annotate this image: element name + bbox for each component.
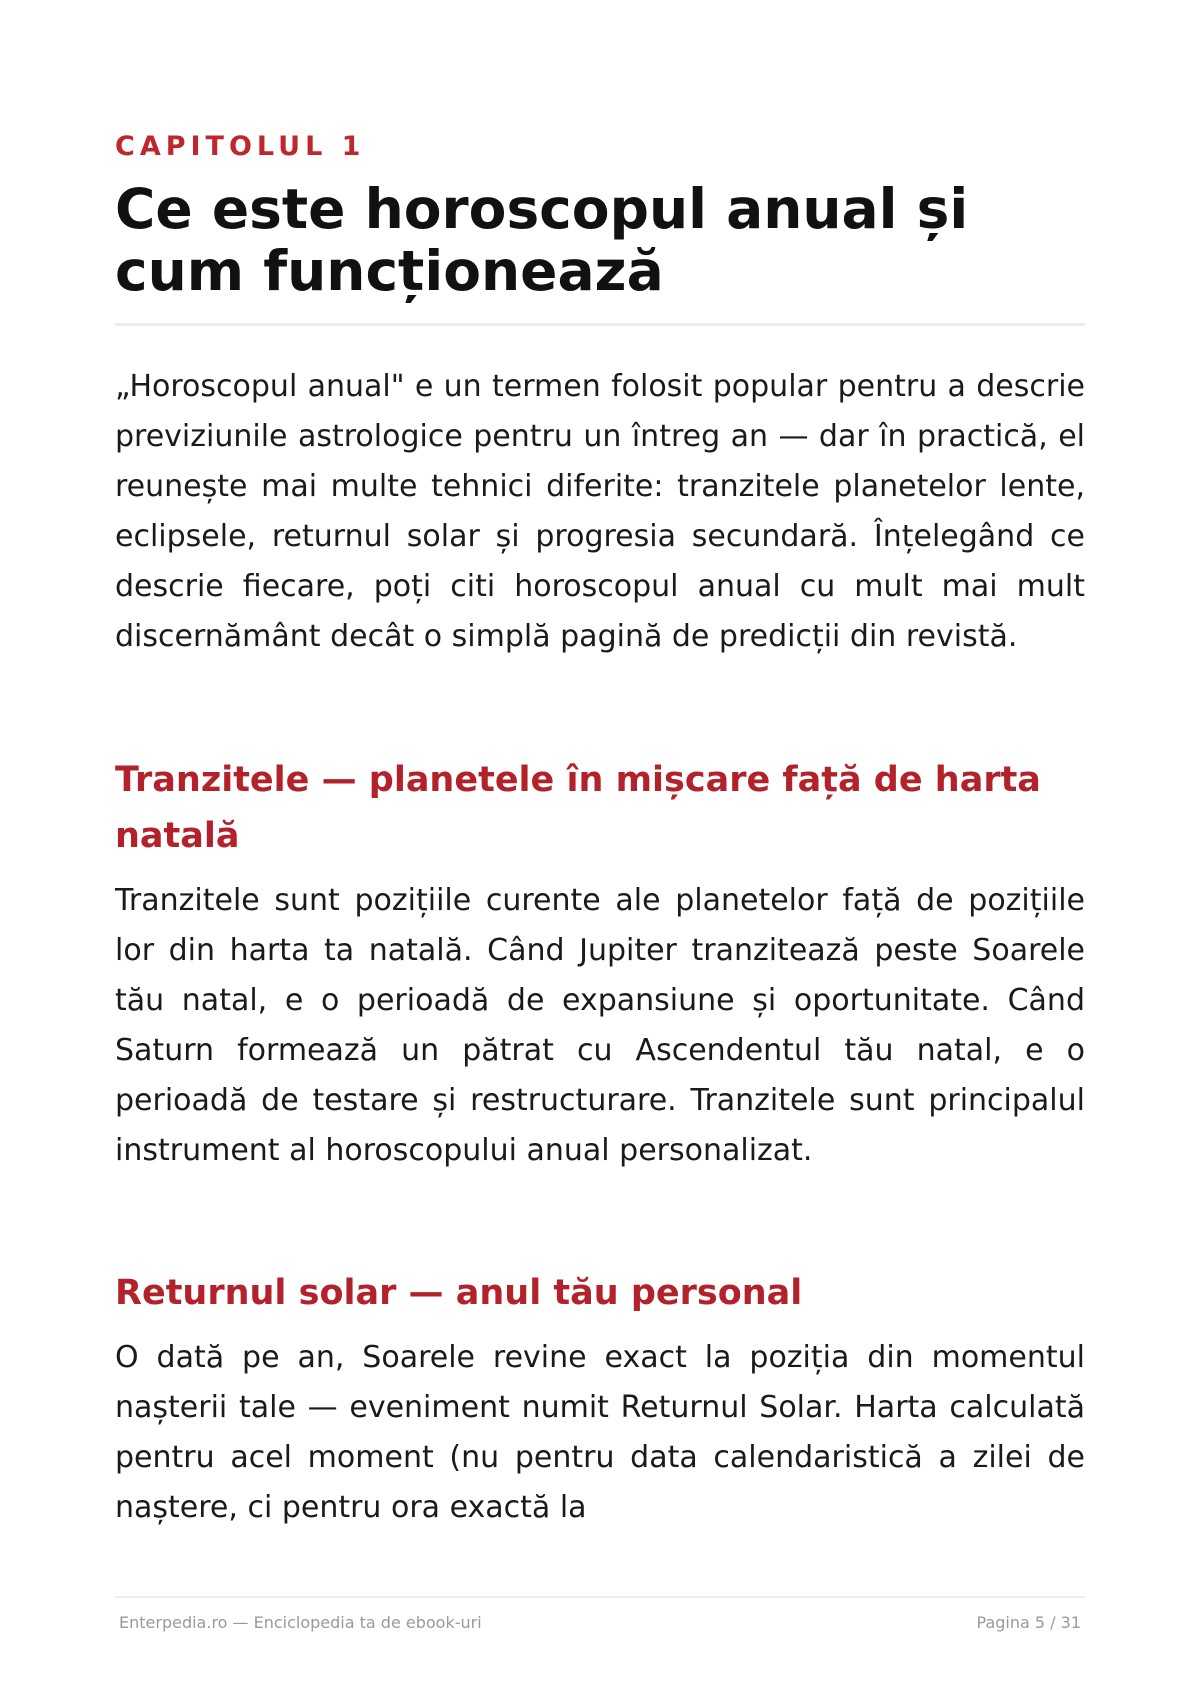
title-divider	[115, 323, 1085, 326]
intro-paragraph: „Horoscopul anual" e un termen folosit popular pentru a descrie previziunile astrologice pentru un întreg an — dar în practică, el reunește mai multe tehnici diferite: tranzitele planetelor lente, eclipsele, returnul solar și progresia secundară. Înțelegând ce descrie fiecare, poți citi horoscopul anual cu mult mai mult discernământ decât o simplă pagină de predicții din revistă.	[115, 369, 1085, 654]
section-heading-transits: Tranzitele — planetele în mișcare față de harta natală	[115, 760, 1041, 856]
footer-source: Enterpedia.ro — Enciclopedia ta de ebook-uri	[119, 1613, 482, 1632]
document-page	[115, 0, 1085, 1683]
solar-return-paragraph: O dată pe an, Soarele revine exact la poziția din momentul nașterii tale — eveniment numit Returnul Solar. Harta calculată pentru acel moment (nu pentru data calendaristică a zilei de naștere, ci pentru ora exactă la	[115, 1340, 1085, 1525]
footer-divider	[115, 1596, 1085, 1598]
chapter-label: CAPITOLUL 1	[115, 131, 366, 162]
transits-paragraph: Tranzitele sunt pozițiile curente ale planetelor față de pozițiile lor din harta ta natală. Când Jupiter tranzitează peste Soarele tău natal, e o perioadă de expansiune și oportunitate. Când Saturn formează un pătrat cu Ascendentul tău natal, e o perioadă de testare și restructurare. Tranzitele sunt principalul instrument al horoscopului anual personalizat.	[115, 883, 1085, 1168]
section-heading-solar-return: Returnul solar — anul tău personal	[115, 1273, 803, 1313]
footer-page-number: Pagina 5 / 31	[976, 1613, 1081, 1632]
chapter-title: Ce este horoscopul anual și cum funcționează	[115, 177, 969, 303]
